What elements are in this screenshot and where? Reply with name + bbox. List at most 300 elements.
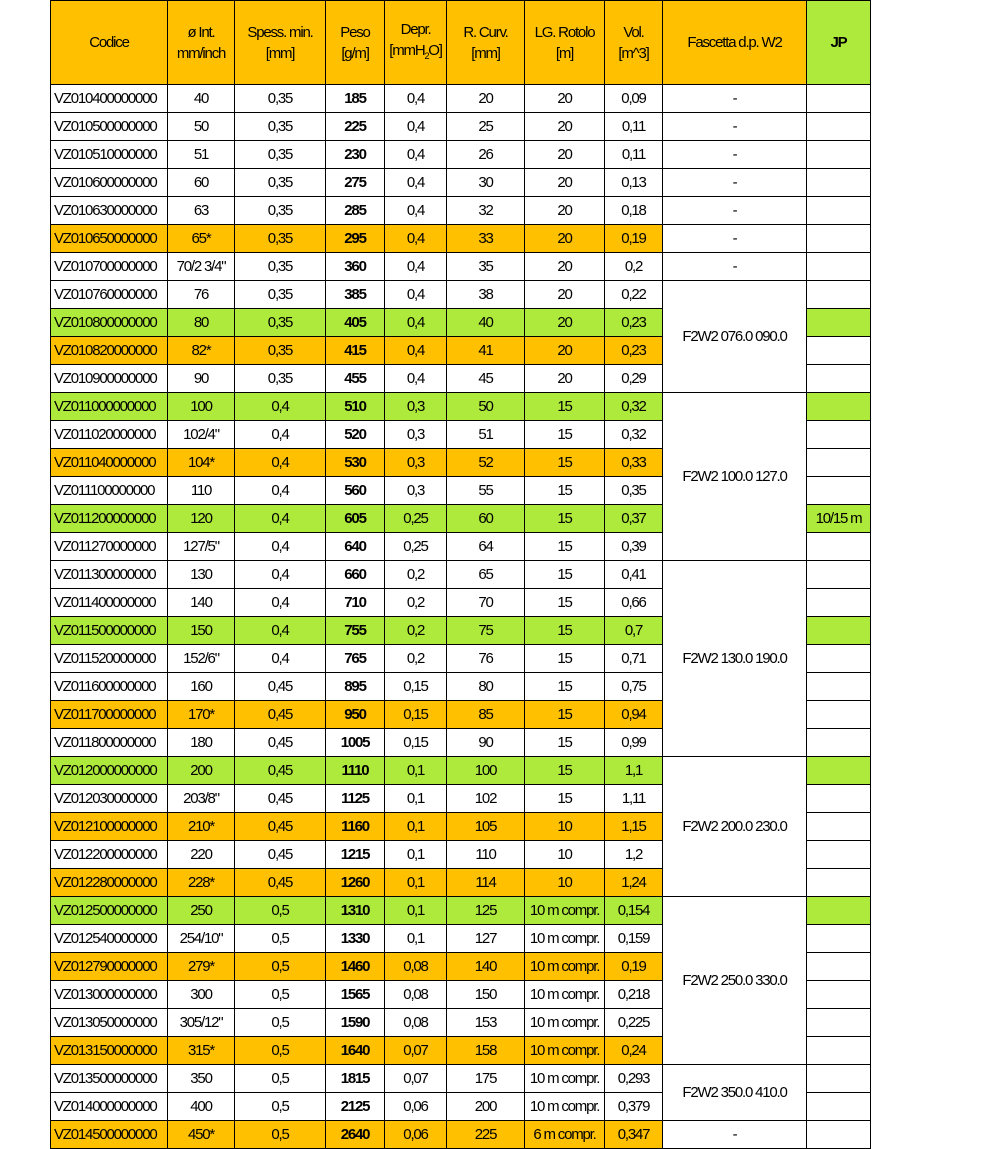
- weight-cell: 455: [326, 365, 385, 393]
- roll-length-cell: 15: [525, 393, 605, 421]
- code-cell: VZ012100000000: [51, 813, 168, 841]
- thickness-cell: 0,5: [235, 1093, 326, 1121]
- roll-length-cell: 20: [525, 365, 605, 393]
- thickness-cell: 0,4: [235, 505, 326, 533]
- volume-cell: 0,225: [605, 1009, 663, 1037]
- curvature-radius-cell: 55: [447, 477, 525, 505]
- table-row: [51, 393, 871, 421]
- depression-cell: 0,4: [385, 337, 447, 365]
- diameter-cell: 90: [168, 365, 235, 393]
- jp-cell: [807, 421, 871, 449]
- curvature-radius-cell: 32: [447, 197, 525, 225]
- code-cell: VZ013000000000: [51, 981, 168, 1009]
- diameter-cell: 51: [168, 141, 235, 169]
- depression-cell: 0,4: [385, 281, 447, 309]
- volume-cell: 0,11: [605, 141, 663, 169]
- code-cell: VZ010630000000: [51, 197, 168, 225]
- roll-length-cell: 20: [525, 225, 605, 253]
- code-cell: VZ013150000000: [51, 1037, 168, 1065]
- roll-length-cell: 15: [525, 701, 605, 729]
- code-cell: VZ011400000000: [51, 589, 168, 617]
- depression-cell: 0,3: [385, 421, 447, 449]
- volume-cell: 1,15: [605, 813, 663, 841]
- weight-cell: 230: [326, 141, 385, 169]
- weight-cell: 1330: [326, 925, 385, 953]
- diameter-cell: 76: [168, 281, 235, 309]
- curvature-radius-cell: 105: [447, 813, 525, 841]
- curvature-radius-cell: 110: [447, 841, 525, 869]
- roll-length-cell: 15: [525, 449, 605, 477]
- thickness-cell: 0,35: [235, 85, 326, 113]
- diameter-cell: 203/8": [168, 785, 235, 813]
- jp-cell: [807, 337, 871, 365]
- header-peso: Peso [g/m]: [326, 1, 385, 85]
- roll-length-cell: 10 m compr.: [525, 981, 605, 1009]
- curvature-radius-cell: 127: [447, 925, 525, 953]
- curvature-radius-cell: 158: [447, 1037, 525, 1065]
- curvature-radius-cell: 200: [447, 1093, 525, 1121]
- thickness-cell: 0,45: [235, 701, 326, 729]
- thickness-cell: 0,5: [235, 1065, 326, 1093]
- fascetta-cell: F2W2 200.0 230.0: [663, 757, 807, 897]
- diameter-cell: 63: [168, 197, 235, 225]
- thickness-cell: 0,45: [235, 813, 326, 841]
- fascetta-cell: -: [663, 225, 807, 253]
- code-cell: VZ014500000000: [51, 1121, 168, 1149]
- roll-length-cell: 15: [525, 757, 605, 785]
- curvature-radius-cell: 114: [447, 869, 525, 897]
- curvature-radius-cell: 85: [447, 701, 525, 729]
- diameter-cell: 254/10": [168, 925, 235, 953]
- volume-cell: 0,35: [605, 477, 663, 505]
- roll-length-cell: 20: [525, 197, 605, 225]
- curvature-radius-cell: 80: [447, 673, 525, 701]
- jp-cell: [807, 869, 871, 897]
- curvature-radius-cell: 51: [447, 421, 525, 449]
- weight-cell: 1260: [326, 869, 385, 897]
- volume-cell: 0,71: [605, 645, 663, 673]
- code-cell: VZ010400000000: [51, 85, 168, 113]
- depression-cell: 0,4: [385, 365, 447, 393]
- weight-cell: 1565: [326, 981, 385, 1009]
- table-row: [51, 169, 871, 197]
- curvature-radius-cell: 41: [447, 337, 525, 365]
- thickness-cell: 0,35: [235, 365, 326, 393]
- curvature-radius-cell: 26: [447, 141, 525, 169]
- jp-cell: [807, 309, 871, 337]
- weight-cell: 385: [326, 281, 385, 309]
- weight-cell: 660: [326, 561, 385, 589]
- volume-cell: 0,159: [605, 925, 663, 953]
- weight-cell: 530: [326, 449, 385, 477]
- volume-cell: 0,41: [605, 561, 663, 589]
- roll-length-cell: 15: [525, 533, 605, 561]
- code-cell: VZ013050000000: [51, 1009, 168, 1037]
- diameter-cell: 82*: [168, 337, 235, 365]
- jp-cell: [807, 1121, 871, 1149]
- weight-cell: 360: [326, 253, 385, 281]
- weight-cell: 1460: [326, 953, 385, 981]
- roll-length-cell: 20: [525, 309, 605, 337]
- volume-cell: 0,32: [605, 393, 663, 421]
- jp-cell: [807, 981, 871, 1009]
- weight-cell: 405: [326, 309, 385, 337]
- thickness-cell: 0,5: [235, 981, 326, 1009]
- header-depressione: Depr. [mmH$_2$O]: [385, 1, 447, 85]
- diameter-cell: 315*: [168, 1037, 235, 1065]
- weight-cell: 895: [326, 673, 385, 701]
- curvature-radius-cell: 38: [447, 281, 525, 309]
- roll-length-cell: 20: [525, 337, 605, 365]
- fascetta-cell: -: [663, 169, 807, 197]
- thickness-cell: 0,45: [235, 841, 326, 869]
- depression-cell: 0,06: [385, 1093, 447, 1121]
- weight-cell: 640: [326, 533, 385, 561]
- depression-cell: 0,25: [385, 533, 447, 561]
- curvature-radius-cell: 30: [447, 169, 525, 197]
- header-row: [51, 1, 871, 85]
- jp-cell: [807, 197, 871, 225]
- jp-cell: [807, 1065, 871, 1093]
- code-cell: VZ010820000000: [51, 337, 168, 365]
- thickness-cell: 0,5: [235, 953, 326, 981]
- volume-cell: 0,94: [605, 701, 663, 729]
- table-row: [51, 897, 871, 925]
- thickness-cell: 0,35: [235, 225, 326, 253]
- curvature-radius-cell: 65: [447, 561, 525, 589]
- diameter-cell: 150: [168, 617, 235, 645]
- header-volume: Vol. [m^3]: [605, 1, 663, 85]
- thickness-cell: 0,4: [235, 477, 326, 505]
- weight-cell: 1160: [326, 813, 385, 841]
- jp-cell: [807, 449, 871, 477]
- weight-cell: 1005: [326, 729, 385, 757]
- roll-length-cell: 10: [525, 869, 605, 897]
- jp-cell: [807, 673, 871, 701]
- thickness-cell: 0,35: [235, 337, 326, 365]
- volume-cell: 0,19: [605, 953, 663, 981]
- curvature-radius-cell: 35: [447, 253, 525, 281]
- curvature-radius-cell: 150: [447, 981, 525, 1009]
- roll-length-cell: 10 m compr.: [525, 925, 605, 953]
- curvature-radius-cell: 33: [447, 225, 525, 253]
- fascetta-cell: F2W2 250.0 330.0: [663, 897, 807, 1065]
- volume-cell: 0,218: [605, 981, 663, 1009]
- thickness-cell: 0,45: [235, 785, 326, 813]
- volume-cell: 0,32: [605, 421, 663, 449]
- code-cell: VZ012000000000: [51, 757, 168, 785]
- roll-length-cell: 20: [525, 85, 605, 113]
- roll-length-cell: 20: [525, 281, 605, 309]
- depression-cell: 0,08: [385, 953, 447, 981]
- weight-cell: 1640: [326, 1037, 385, 1065]
- thickness-cell: 0,35: [235, 197, 326, 225]
- table-row: [51, 757, 871, 785]
- volume-cell: 0,37: [605, 505, 663, 533]
- code-cell: VZ012200000000: [51, 841, 168, 869]
- volume-cell: 0,39: [605, 533, 663, 561]
- header-spessore: Spess. min. [mm]: [235, 1, 326, 85]
- depression-cell: 0,2: [385, 561, 447, 589]
- weight-cell: 415: [326, 337, 385, 365]
- diameter-cell: 300: [168, 981, 235, 1009]
- header-raggio-curvatura: R. Curv. [mm]: [447, 1, 525, 85]
- curvature-radius-cell: 60: [447, 505, 525, 533]
- depression-cell: 0,3: [385, 449, 447, 477]
- fascetta-cell: F2W2 350.0 410.0: [663, 1065, 807, 1121]
- diameter-cell: 50: [168, 113, 235, 141]
- volume-cell: 0,75: [605, 673, 663, 701]
- depression-cell: 0,4: [385, 85, 447, 113]
- code-cell: VZ010900000000: [51, 365, 168, 393]
- roll-length-cell: 10 m compr.: [525, 953, 605, 981]
- thickness-cell: 0,5: [235, 1121, 326, 1149]
- header-jp: JP: [807, 1, 871, 85]
- code-cell: VZ010650000000: [51, 225, 168, 253]
- diameter-cell: 350: [168, 1065, 235, 1093]
- code-cell: VZ011700000000: [51, 701, 168, 729]
- weight-cell: 1110: [326, 757, 385, 785]
- code-cell: VZ011040000000: [51, 449, 168, 477]
- depression-cell: 0,4: [385, 141, 447, 169]
- depression-cell: 0,1: [385, 897, 447, 925]
- thickness-cell: 0,4: [235, 533, 326, 561]
- diameter-cell: 130: [168, 561, 235, 589]
- jp-cell: 10/15 m: [807, 505, 871, 533]
- jp-cell: [807, 477, 871, 505]
- roll-length-cell: 6 m compr.: [525, 1121, 605, 1149]
- jp-cell: [807, 169, 871, 197]
- table-row: [51, 225, 871, 253]
- thickness-cell: 0,45: [235, 729, 326, 757]
- table-row: [51, 1065, 871, 1093]
- code-cell: VZ013500000000: [51, 1065, 168, 1093]
- roll-length-cell: 10 m compr.: [525, 897, 605, 925]
- depression-cell: 0,1: [385, 841, 447, 869]
- roll-length-cell: 20: [525, 141, 605, 169]
- curvature-radius-cell: 45: [447, 365, 525, 393]
- code-cell: VZ010760000000: [51, 281, 168, 309]
- curvature-radius-cell: 125: [447, 897, 525, 925]
- weight-cell: 1815: [326, 1065, 385, 1093]
- thickness-cell: 0,4: [235, 645, 326, 673]
- diameter-cell: 100: [168, 393, 235, 421]
- volume-cell: 0,66: [605, 589, 663, 617]
- diameter-cell: 120: [168, 505, 235, 533]
- curvature-radius-cell: 40: [447, 309, 525, 337]
- roll-length-cell: 10: [525, 813, 605, 841]
- code-cell: VZ011300000000: [51, 561, 168, 589]
- curvature-radius-cell: 25: [447, 113, 525, 141]
- roll-length-cell: 15: [525, 785, 605, 813]
- diameter-cell: 305/12": [168, 1009, 235, 1037]
- volume-cell: 0,19: [605, 225, 663, 253]
- diameter-cell: 70/2 3/4": [168, 253, 235, 281]
- weight-cell: 225: [326, 113, 385, 141]
- weight-cell: 2640: [326, 1121, 385, 1149]
- diameter-cell: 228*: [168, 869, 235, 897]
- thickness-cell: 0,4: [235, 589, 326, 617]
- header-fascetta: Fascetta d.p. W2: [663, 1, 807, 85]
- roll-length-cell: 15: [525, 421, 605, 449]
- roll-length-cell: 10: [525, 841, 605, 869]
- volume-cell: 1,2: [605, 841, 663, 869]
- depression-cell: 0,4: [385, 253, 447, 281]
- code-cell: VZ014000000000: [51, 1093, 168, 1121]
- code-cell: VZ012030000000: [51, 785, 168, 813]
- curvature-radius-cell: 100: [447, 757, 525, 785]
- jp-cell: [807, 841, 871, 869]
- code-cell: VZ010700000000: [51, 253, 168, 281]
- jp-cell: [807, 113, 871, 141]
- jp-cell: [807, 281, 871, 309]
- code-cell: VZ011500000000: [51, 617, 168, 645]
- depression-cell: 0,08: [385, 981, 447, 1009]
- diameter-cell: 140: [168, 589, 235, 617]
- diameter-cell: 102/4": [168, 421, 235, 449]
- table-row: [51, 141, 871, 169]
- code-cell: VZ010600000000: [51, 169, 168, 197]
- roll-length-cell: 10 m compr.: [525, 1093, 605, 1121]
- roll-length-cell: 20: [525, 253, 605, 281]
- weight-cell: 765: [326, 645, 385, 673]
- volume-cell: 0,23: [605, 337, 663, 365]
- thickness-cell: 0,45: [235, 757, 326, 785]
- weight-cell: 605: [326, 505, 385, 533]
- thickness-cell: 0,4: [235, 393, 326, 421]
- weight-cell: 755: [326, 617, 385, 645]
- code-cell: VZ011100000000: [51, 477, 168, 505]
- thickness-cell: 0,45: [235, 673, 326, 701]
- code-cell: VZ012280000000: [51, 869, 168, 897]
- volume-cell: 0,7: [605, 617, 663, 645]
- roll-length-cell: 10 m compr.: [525, 1037, 605, 1065]
- curvature-radius-cell: 225: [447, 1121, 525, 1149]
- table-body: [51, 85, 871, 1149]
- depression-cell: 0,4: [385, 169, 447, 197]
- roll-length-cell: 15: [525, 645, 605, 673]
- depression-cell: 0,3: [385, 393, 447, 421]
- thickness-cell: 0,4: [235, 617, 326, 645]
- curvature-radius-cell: 50: [447, 393, 525, 421]
- diameter-cell: 450*: [168, 1121, 235, 1149]
- thickness-cell: 0,4: [235, 421, 326, 449]
- code-cell: VZ011020000000: [51, 421, 168, 449]
- fascetta-cell: F2W2 100.0 127.0: [663, 393, 807, 561]
- curvature-radius-cell: 20: [447, 85, 525, 113]
- roll-length-cell: 20: [525, 169, 605, 197]
- depression-cell: 0,1: [385, 925, 447, 953]
- curvature-radius-cell: 75: [447, 617, 525, 645]
- jp-cell: [807, 225, 871, 253]
- fascetta-cell: -: [663, 85, 807, 113]
- code-cell: VZ012500000000: [51, 897, 168, 925]
- volume-cell: 0,29: [605, 365, 663, 393]
- volume-cell: 0,347: [605, 1121, 663, 1149]
- thickness-cell: 0,35: [235, 253, 326, 281]
- weight-cell: 2125: [326, 1093, 385, 1121]
- thickness-cell: 0,5: [235, 925, 326, 953]
- jp-cell: [807, 85, 871, 113]
- diameter-cell: 170*: [168, 701, 235, 729]
- depression-cell: 0,2: [385, 617, 447, 645]
- jp-cell: [807, 757, 871, 785]
- header-lunghezza-rotolo: LG. Rotolo [m]: [525, 1, 605, 85]
- jp-cell: [807, 645, 871, 673]
- thickness-cell: 0,5: [235, 1009, 326, 1037]
- code-cell: VZ011270000000: [51, 533, 168, 561]
- diameter-cell: 180: [168, 729, 235, 757]
- weight-cell: 295: [326, 225, 385, 253]
- header-diametro: ø Int. mm/inch: [168, 1, 235, 85]
- depression-cell: 0,1: [385, 869, 447, 897]
- depression-cell: 0,2: [385, 645, 447, 673]
- volume-cell: 0,23: [605, 309, 663, 337]
- code-cell: VZ010800000000: [51, 309, 168, 337]
- depression-cell: 0,15: [385, 673, 447, 701]
- jp-cell: [807, 253, 871, 281]
- thickness-cell: 0,4: [235, 449, 326, 477]
- thickness-cell: 0,5: [235, 1037, 326, 1065]
- table-row: [51, 197, 871, 225]
- diameter-cell: 400: [168, 1093, 235, 1121]
- volume-cell: 1,1: [605, 757, 663, 785]
- weight-cell: 560: [326, 477, 385, 505]
- weight-cell: 1590: [326, 1009, 385, 1037]
- volume-cell: 0,09: [605, 85, 663, 113]
- diameter-cell: 152/6": [168, 645, 235, 673]
- code-cell: VZ011800000000: [51, 729, 168, 757]
- volume-cell: 0,18: [605, 197, 663, 225]
- jp-cell: [807, 729, 871, 757]
- thickness-cell: 0,45: [235, 869, 326, 897]
- diameter-cell: 160: [168, 673, 235, 701]
- roll-length-cell: 15: [525, 589, 605, 617]
- table-row: [51, 561, 871, 589]
- fascetta-cell: F2W2 076.0 090.0: [663, 281, 807, 393]
- weight-cell: 710: [326, 589, 385, 617]
- depression-cell: 0,06: [385, 1121, 447, 1149]
- diameter-cell: 200: [168, 757, 235, 785]
- depression-cell: 0,1: [385, 757, 447, 785]
- diameter-cell: 110: [168, 477, 235, 505]
- depression-cell: 0,15: [385, 729, 447, 757]
- jp-cell: [807, 533, 871, 561]
- diameter-cell: 65*: [168, 225, 235, 253]
- curvature-radius-cell: 76: [447, 645, 525, 673]
- table-row: [51, 281, 871, 309]
- jp-cell: [807, 925, 871, 953]
- weight-cell: 1310: [326, 897, 385, 925]
- weight-cell: 950: [326, 701, 385, 729]
- thickness-cell: 0,5: [235, 897, 326, 925]
- table-row: [51, 113, 871, 141]
- jp-cell: [807, 1009, 871, 1037]
- jp-cell: [807, 561, 871, 589]
- volume-cell: 0,2: [605, 253, 663, 281]
- diameter-cell: 210*: [168, 813, 235, 841]
- jp-cell: [807, 393, 871, 421]
- diameter-cell: 60: [168, 169, 235, 197]
- jp-cell: [807, 1037, 871, 1065]
- jp-cell: [807, 365, 871, 393]
- diameter-cell: 220: [168, 841, 235, 869]
- depression-cell: 0,3: [385, 477, 447, 505]
- weight-cell: 520: [326, 421, 385, 449]
- roll-length-cell: 15: [525, 477, 605, 505]
- jp-cell: [807, 785, 871, 813]
- code-cell: VZ011000000000: [51, 393, 168, 421]
